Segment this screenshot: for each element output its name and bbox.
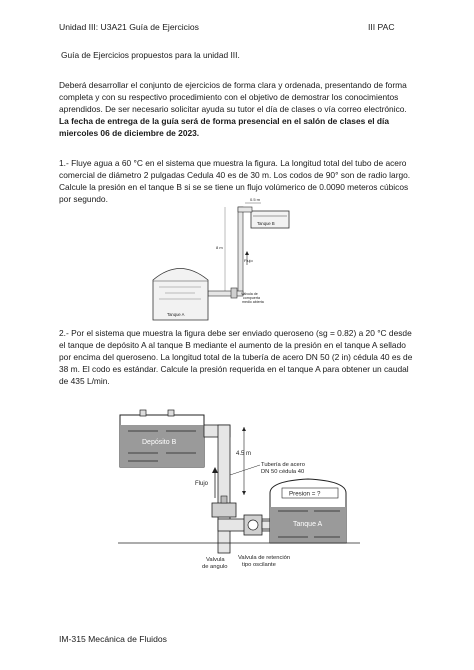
intro-normal: Deberá desarrollar el conjunto de ejercicios de forma clara y ordenada, presentando de forma completa y con su respectivo procedimiento con el objetivo de demostrar los conocimientos aprendidos. De ser necesario solicitar ayuda su tutor el día de clases o vía correo electrónico. xyxy=(59,80,407,115)
fig2-check-valve-label-2: tipo oscilante xyxy=(242,562,276,568)
fig2-check-valve-label-1: Valvula de retención xyxy=(238,555,291,561)
fig1-tank-b-label: Tanque B xyxy=(257,221,275,226)
fig2-angle-valve xyxy=(212,503,236,517)
figure-1 xyxy=(145,195,295,327)
fig2-pressure-label: Presion = ? xyxy=(289,490,321,498)
header-right: III PAC xyxy=(368,22,395,32)
fig2-angle-valve-label-1: Valvula xyxy=(206,557,225,563)
intro-paragraph xyxy=(59,79,415,139)
footer: IM-315 Mecánica de Fluidos xyxy=(59,634,167,644)
fig2-tanque-a-label: Tanque A xyxy=(293,521,323,528)
problem1-text: 1.- Fluye agua a 60 °C en el sistema que muestra la figura. La longitud total del tubo de acero comercial de diámetro 2 pulgadas Cedula 40 es de 30 m. Los codos de 90° son de radio largo. Calcule la presión en el tanque B si se se tiene un flujo volúmerico de 0.0090 meteros cúbicos por segundo. xyxy=(59,158,411,205)
fig1-valve-label-2: compuerta xyxy=(243,296,260,300)
fig2-pipe-label-2: DN 50 cédula 40 xyxy=(261,469,305,475)
fig2-angle-valve-label-2: de angulo xyxy=(202,564,228,570)
subtitle: Guía de Ejercicios propuestos para la unidad III. xyxy=(61,50,240,60)
fig2-height-label: 4.5 m xyxy=(236,451,252,457)
intro-bold: La fecha de entrega de la guía será de forma presencial en el salón de clases el día miercoles 06 de diciembre de 2023. xyxy=(59,116,390,139)
fig2-flow-label: Flujo xyxy=(195,481,209,487)
fig1-valve-label-3: medio abierta xyxy=(242,300,264,304)
problem2-text: 2.- Por el sistema que muestra la figura debe ser enviado queroseno (sg = 0.82) a 20 °C desde el tanque de depósito A al tanque B mediante el aumento de la presión en el tanque A sellado por encima del queroseno. La longitud total de la tubería de acero DN 50 (2 in) cédula 40 es de 38 m. El codo es estándar. Calcule la presión requerida en el tanque A para obtener un caudal de 435 L/min. xyxy=(59,328,413,387)
header-left: Unidad III: U3A21 Guía de Ejercicios xyxy=(59,22,199,32)
fig1-dim-top: 0.5 m xyxy=(250,197,261,202)
fig1-valve-label-1: Válvula de xyxy=(241,292,258,296)
fig2-deposito-b-label: Depósito B xyxy=(142,439,177,446)
fig1-horizontal-pipe xyxy=(208,291,243,296)
fig1-gate-valve xyxy=(231,288,237,298)
fig1-tank-a-label: Tanque A xyxy=(167,312,185,317)
figure-2 xyxy=(118,403,360,583)
fig2-pipe-label-1: Tubería de acero xyxy=(261,462,305,468)
fig1-flow-label: Flujo xyxy=(244,258,253,263)
fig1-vertical-pipe xyxy=(238,207,243,295)
fig2-vertical-pipe xyxy=(218,425,230,553)
fig1-height-label: 8 m xyxy=(216,245,223,250)
